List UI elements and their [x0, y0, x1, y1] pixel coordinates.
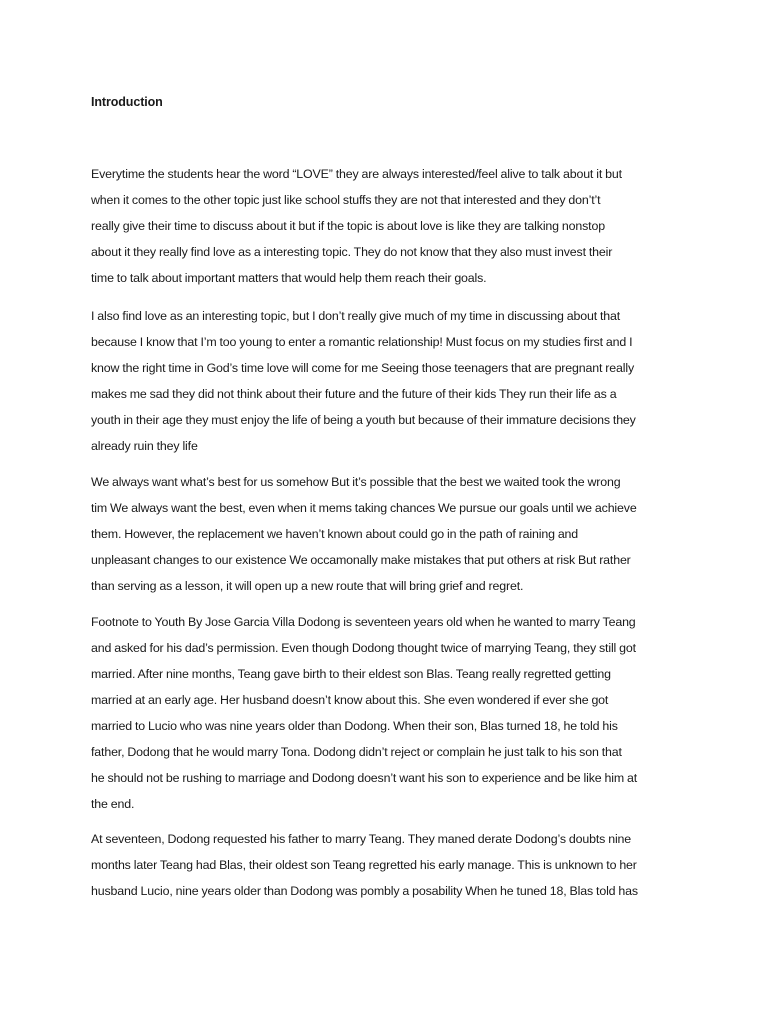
- text-line: married at an early age. Her husband doesn’t know about this. She even wondered if ever she got: [91, 693, 609, 707]
- text-line: At seventeen, Dodong requested his father to marry Teang. They maned derate Dodong’s doubts nine: [91, 832, 632, 846]
- text-line: about it they really find love as a interesting topic. They do not know that they also must invest their: [91, 245, 613, 259]
- text-line: than serving as a lesson, it will open up a new route that will bring grief and regret.: [91, 579, 524, 593]
- text-line: the end.: [91, 797, 135, 811]
- paragraph-1: [91, 161, 691, 291]
- text-line: really give their time to discuss about it but if the topic is about love is like they are talking nonstop: [91, 219, 605, 233]
- text-line: already ruin they life: [91, 439, 198, 453]
- text-line: married. After nine months, Teang gave birth to their eldest son Blas. Teang really regretted getting: [91, 667, 611, 681]
- paragraph-4: [91, 609, 691, 817]
- text-line: them. However, the replacement we haven’t known about could go in the path of raining and: [91, 527, 579, 541]
- text-line: time to talk about important matters that would help them reach their goals.: [91, 271, 487, 285]
- text-line: tim We always want the best, even when it mems taking chances We pursue our goals until we achieve: [91, 501, 637, 515]
- text-line: months later Teang had Blas, their oldest son Teang regretted his early manage. This is unknown to her: [91, 858, 637, 872]
- text-line: youth in their age they must enjoy the life of being a youth but because of their immature decisions they: [91, 413, 636, 427]
- paragraph-5: [91, 826, 691, 904]
- section-heading: Introduction: [91, 95, 163, 109]
- paragraph-3: [91, 469, 691, 599]
- text-line: We always want what’s best for us somehow But it’s possible that the best we waited took the wrong: [91, 475, 621, 489]
- text-line: know the right time in God’s time love will come for me Seeing those teenagers that are pregnant really: [91, 361, 634, 375]
- text-line: husband Lucio, nine years older than Dodong was pombly a posability When he tuned 18, Blas told has: [91, 884, 638, 898]
- text-line: he should not be rushing to marriage and Dodong doesn’t want his son to experience and be like him at: [91, 771, 638, 785]
- text-line: because I know that I’m too young to enter a romantic relationship! Must focus on my studies first and I: [91, 335, 633, 349]
- text-line: I also find love as an interesting topic, but I don’t really give much of my time in discussing about that: [91, 309, 621, 323]
- text-line: unpleasant changes to our existence We occamonally make mistakes that put others at risk But rather: [91, 553, 631, 567]
- text-line: married to Lucio who was nine years older than Dodong. When their son, Blas turned 18, he told his: [91, 719, 618, 733]
- text-line: Footnote to Youth By Jose Garcia Villa Dodong is seventeen years old when he wanted to marry Teang: [91, 615, 636, 629]
- paragraph-2: [91, 303, 691, 459]
- text-line: Everytime the students hear the word “LOVE” they are always interested/feel alive to talk about it but: [91, 167, 622, 181]
- text-line: and asked for his dad’s permission. Even though Dodong thought twice of marrying Teang, they still got: [91, 641, 636, 655]
- text-line: when it comes to the other topic just like school stuffs they are not that interested and they don’t’t: [91, 193, 601, 207]
- text-line: father, Dodong that he would marry Tona. Dodong didn’t reject or complain he just talk to his son that: [91, 745, 622, 759]
- text-line: makes me sad they did not think about their future and the future of their kids They run their life as a: [91, 387, 617, 401]
